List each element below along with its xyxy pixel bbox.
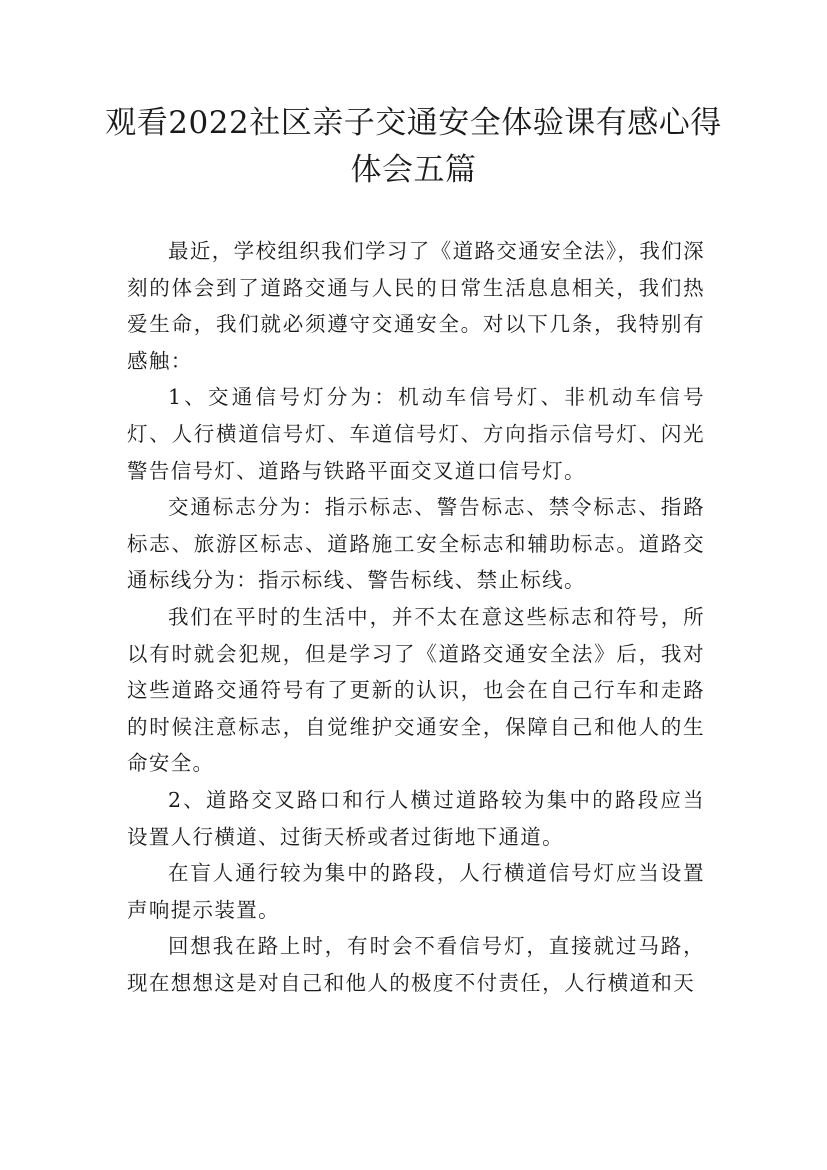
paragraph-blind-signals: 在盲人通行较为集中的路段，人行横道信号灯应当设置声响提示装置。	[127, 861, 705, 922]
paragraph-signal-lights: 1、交通信号灯分为：机动车信号灯、非机动车信号灯、人行横道信号灯、车道信号灯、方向指示信号灯、闪光警告信号灯、道路与铁路平面交叉道口信号灯。	[127, 385, 705, 483]
paragraph-crossings: 2、道路交叉路口和行人横过道路较为集中的路段应当设置人行横道、过街天桥或者过街地下通道。	[127, 787, 705, 849]
paragraph-intro: 最近，学校组织我们学习了《道路交通安全法》，我们深刻的体会到了道路交通与人民的日常生活息息相关，我们热爱生命，我们就必须遵守交通安全。对以下几条，我特别有感触：	[127, 239, 705, 373]
document-body	[127, 233, 705, 1001]
paragraph-reflection: 我们在平时的生活中，并不太在意这些标志和符号，所以有时就会犯规，但是学习了《道路交通安全法》后，我对这些道路交通符号有了更新的认识，也会在自己行车和走路的时候注意标志，自觉维护交通安全，保障自己和他人的生命安全。	[127, 604, 705, 776]
document-title: 观看2022社区亲子交通安全体验课有感心得体会五篇	[105, 105, 722, 188]
paragraph-traffic-signs: 交通标志分为：指示标志、警告标志、禁令标志、指路标志、旅游区标志、道路施工安全标志和辅助标志。道路交通标线分为：指示标线、警告标线、禁止标线。	[127, 495, 705, 593]
paragraph-recollection: 回想我在路上时，有时会不看信号灯，直接就过马路，现在想想这是对自己和他人的极度不付责任，人行横道和天	[127, 934, 705, 995]
